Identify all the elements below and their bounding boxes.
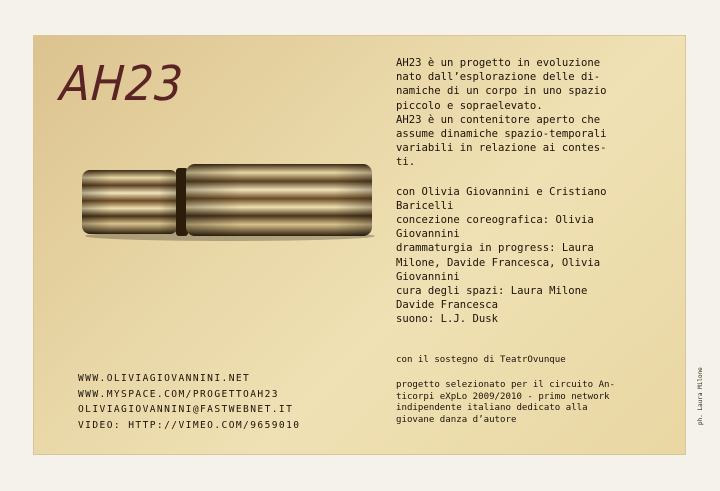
logo-title: AH23 [58, 56, 186, 112]
metal-cylinder-image [80, 160, 375, 242]
contact-links [78, 371, 300, 433]
selection-text: progetto selezionato per il circuito An- ticorpi eXpLo 2009/2010 - primo network indipendente italiano dedicato alla giovane danza d’autore [396, 379, 615, 426]
video-link[interactable]: VIDEO: HTTP://VIMEO.COM/9659010 [78, 419, 301, 431]
email-link[interactable]: OLIVIAGIOVANNINI@FASTWEBNET.IT [78, 404, 294, 415]
support-text: con il sostegno di TeatrOvunque [396, 355, 566, 365]
description-paragraph-2: AH23 è un contenitore aperto che assume dinamiche spazio-temporali variabili in relazione ai contes- ti. [396, 113, 607, 169]
myspace-link[interactable]: WWW.MYSPACE.COM/PROGETTOAH23 [78, 388, 279, 400]
description-paragraph-1: AH23 è un progetto in evoluzione nato dall’esplorazione delle di- namiche di un corpo in uno spazio piccolo e sopraelevato. [396, 57, 607, 112]
website-link[interactable]: WWW.OLIVIAGIOVANNINI.NET [78, 373, 251, 384]
photo-credit: ph. Laura Milone [697, 367, 704, 425]
support-block [396, 355, 682, 427]
credits-list: con Olivia Giovannini e Cristiano Baricelli concezione coreografica: Olivia Giovannini drammaturgia in progress: Laura Milone, Davide Francesca, Olivia Giovannini cura degli spazi: Laura Milone Davide Francesca suono: L.J. Dusk [396, 185, 607, 326]
description-block [396, 56, 682, 327]
